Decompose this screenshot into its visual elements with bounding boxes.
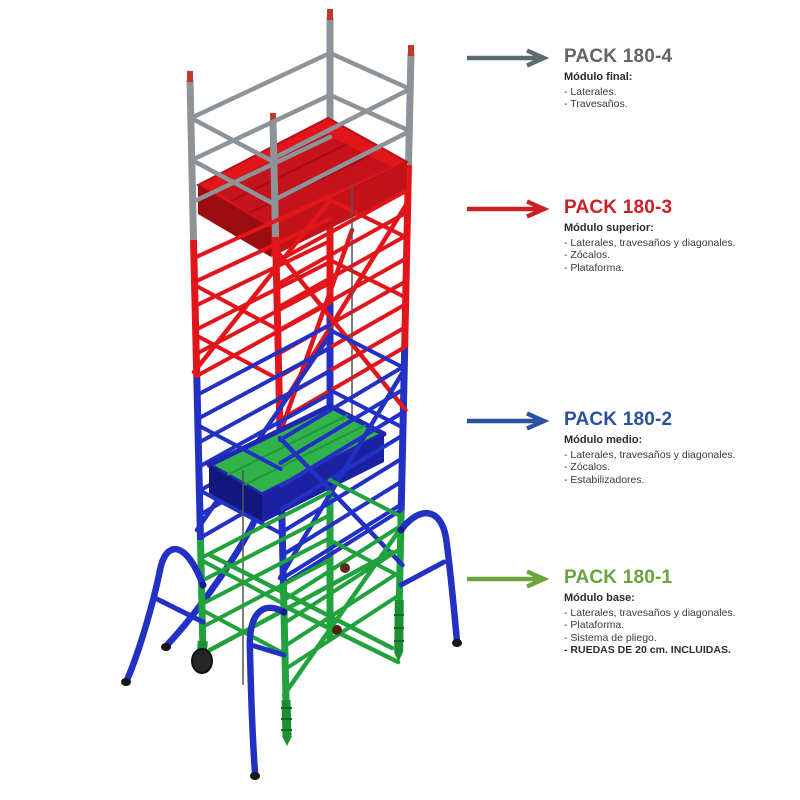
caster-wheel-icon xyxy=(192,649,212,673)
pack-item: - Plataforma. xyxy=(564,619,625,632)
pack-item: - Laterales, travesaños y diagonales. xyxy=(564,449,736,461)
pack-item-highlight: - RUEDAS DE 20 cm. INCLUIDAS. xyxy=(564,643,731,656)
pack-item: - Laterales. xyxy=(564,86,617,98)
arrow-icon xyxy=(466,199,558,219)
pack-180-4-label xyxy=(466,48,786,111)
pack-item: - Laterales, travesaños y diagonales. xyxy=(564,237,736,249)
arrow-icon xyxy=(466,569,558,589)
arrow-icon xyxy=(466,48,558,68)
pack-title: PACK 180-1 xyxy=(564,567,673,588)
pack-180-1-label xyxy=(466,569,786,656)
pack-item: - Laterales, travesaños y diagonales. xyxy=(564,607,736,619)
pack-180-3-label xyxy=(466,199,786,274)
pack-title: PACK 180-4 xyxy=(564,46,673,67)
pack-title: PACK 180-3 xyxy=(564,197,673,218)
module-base-frames xyxy=(201,480,402,695)
pack-item: - Zócalos. xyxy=(564,249,611,262)
pack-item: - Zócalos. xyxy=(564,461,611,474)
pack-180-2-label xyxy=(466,411,786,486)
pack-subtitle: Módulo final: xyxy=(564,71,633,83)
pack-title: PACK 180-2 xyxy=(564,409,673,430)
pack-item: - Estabilizadores. xyxy=(564,473,645,486)
pack-item: - Plataforma. xyxy=(564,261,625,274)
pack-subtitle: Módulo superior: xyxy=(564,222,654,234)
pack-item: - Travesaños. xyxy=(564,98,628,111)
stabilizers-front xyxy=(121,513,462,780)
pack-subtitle: Módulo base: xyxy=(564,592,635,604)
arrow-icon xyxy=(466,411,558,431)
pack-subtitle: Módulo medio: xyxy=(564,434,643,446)
pack-item: - Sistema de pliego. xyxy=(564,631,657,644)
